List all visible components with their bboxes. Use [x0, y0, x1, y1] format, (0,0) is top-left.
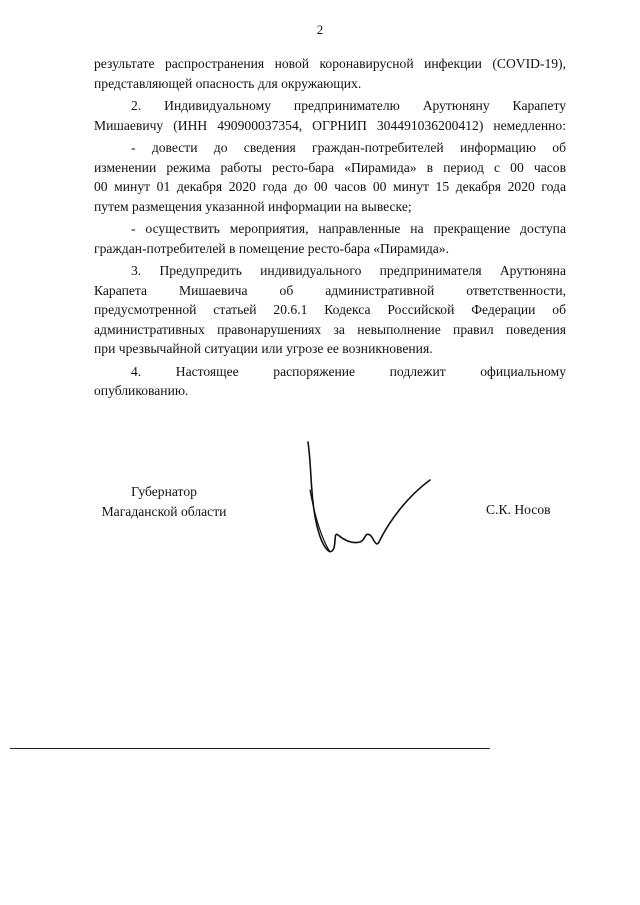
signer-title	[94, 482, 234, 521]
text-line: путем размещения указанной информации на вывеске;	[94, 198, 412, 214]
text-line: опубликованию.	[94, 383, 189, 398]
text-line: изменении режима работы ресто-бара «Пирамида» в период с 00 часов	[94, 159, 566, 175]
text-line: представляющей опасность для окружающих.	[94, 75, 362, 91]
text-line: Мишаевичу (ИНН 490900037354, ОГРНИП 304491036200412) немедленно:	[94, 117, 566, 133]
footer-rule	[10, 748, 490, 749]
text-line: административных правонарушениях за невыполнение правил поведения	[94, 321, 566, 337]
document-body	[94, 54, 566, 401]
text-line: - осуществить мероприятия, направленные на прекращение доступа	[131, 221, 566, 236]
text-line: предусмотренной статьей 20.6.1 Кодекса Российской Федерации об	[94, 302, 566, 317]
text-line: при чрезвычайной ситуации или угрозе ее возникновения.	[94, 341, 433, 356]
signer-name: С.К. Носов	[486, 502, 551, 517]
handwritten-signature	[300, 440, 440, 570]
text-line: 2. Индивидуальному предпринимателю Арутюняну Карапету	[131, 98, 566, 113]
signer-title-line-2: Магаданской области	[101, 503, 227, 519]
text-line: 00 минут 01 декабря 2020 года до 00 часов 00 минут 15 декабря 2020 года	[94, 179, 566, 194]
text-line: результате распространения новой коронавирусной инфекции (COVID-19),	[94, 56, 566, 71]
signer-title-line-1: Губернатор	[131, 484, 197, 499]
page-number: 2	[316, 22, 324, 37]
text-line: Карапета Мишаевича об административной ответственности,	[94, 282, 566, 298]
text-line: 4. Настоящее распоряжение подлежит официальному	[131, 363, 566, 379]
text-line: 3. Предупредить индивидуального предпринимателя Арутюняна	[131, 263, 566, 278]
text-line: граждан-потребителей в помещение ресто-бара «Пирамида».	[94, 240, 449, 256]
text-line: - довести до сведения граждан-потребителей информацию об	[131, 140, 566, 155]
